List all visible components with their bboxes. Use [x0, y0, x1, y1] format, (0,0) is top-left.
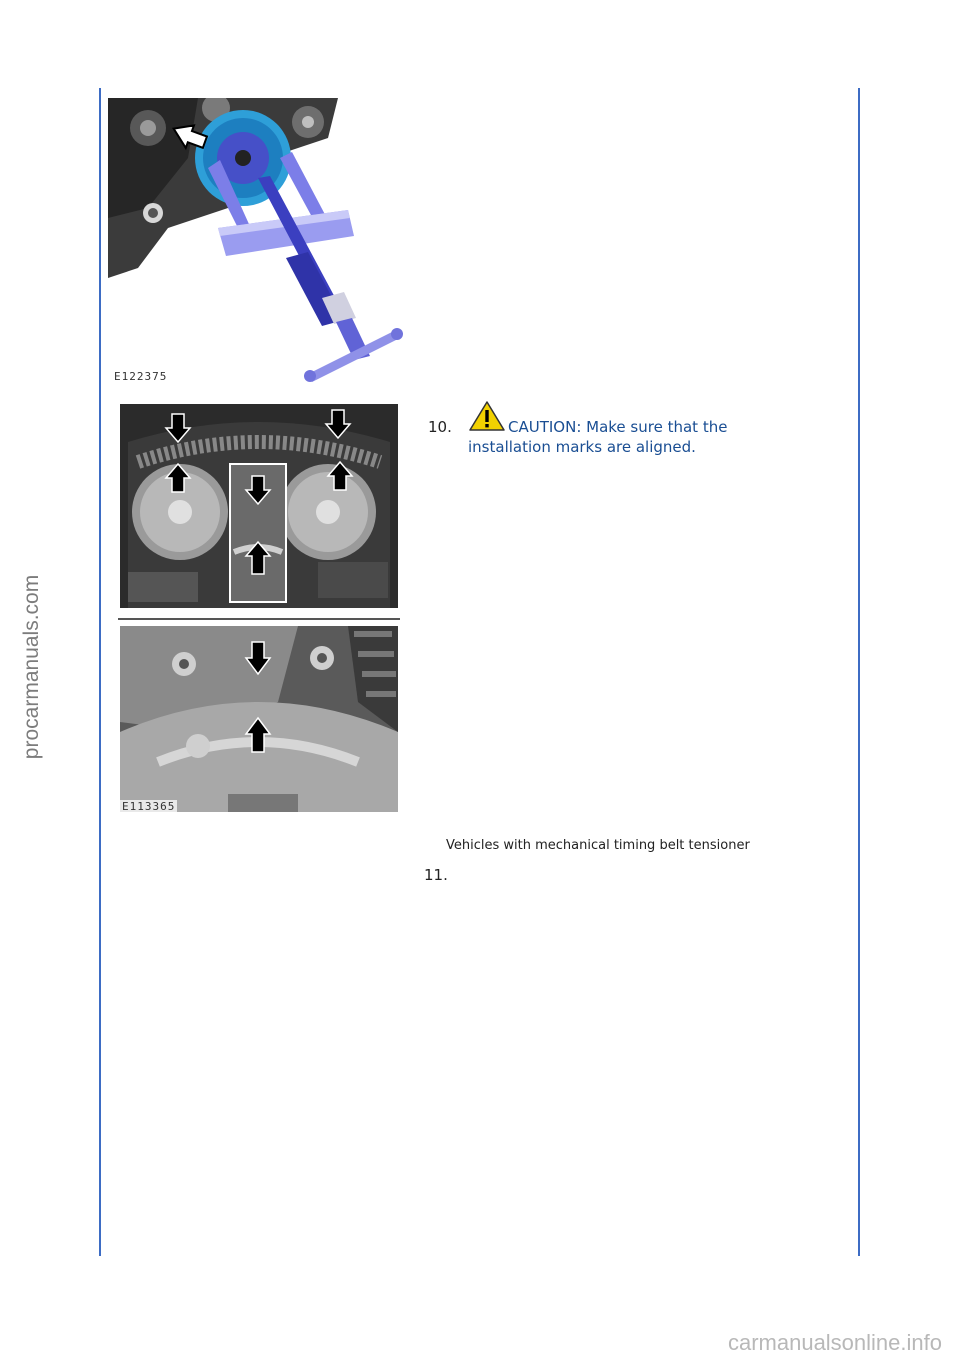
timing-belt-alignment-photos — [118, 402, 400, 814]
figure-pulley-puller — [108, 98, 408, 384]
caution-note — [468, 400, 788, 457]
side-watermark: procarmanuals.com — [20, 574, 43, 760]
right-margin-rule — [858, 88, 860, 1256]
warning-triangle-icon — [468, 400, 506, 437]
bottom-watermark: carmanualsonline.info — [727, 1330, 942, 1355]
figure-timing-marks — [118, 402, 400, 814]
left-margin-rule — [99, 88, 101, 1256]
caution-text: CAUTION: Make sure that the installation marks are aligned. — [468, 418, 728, 456]
step-number: 11. — [424, 866, 448, 884]
figure-code-label: E122375 — [114, 370, 168, 383]
step-number: 10. — [428, 418, 452, 436]
section-subheading: Vehicles with mechanical timing belt tensioner — [446, 838, 750, 853]
figure-code-label: E113365 — [122, 800, 176, 813]
pulley-puller-illustration — [108, 98, 408, 384]
